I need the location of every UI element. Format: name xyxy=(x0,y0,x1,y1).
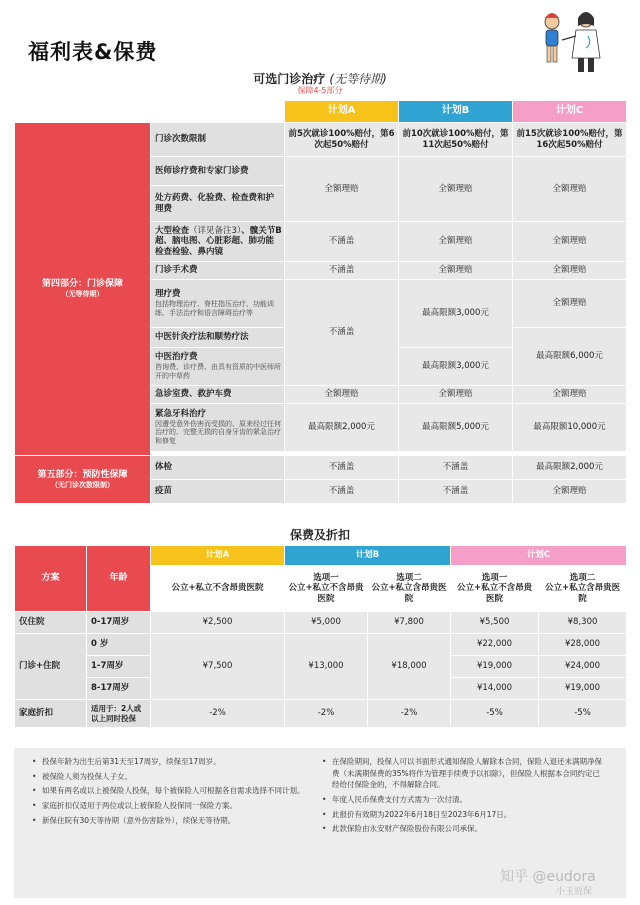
inpatient-plan-c1: ¥5,500 xyxy=(451,612,539,634)
premium-table xyxy=(14,545,627,728)
section4-title: 第四部分：门诊保障 xyxy=(41,279,123,289)
dental-plan-a: 最高限额2,000元 xyxy=(285,404,399,452)
plan-b-opt1 xyxy=(285,566,368,612)
imaging-plan-a: 不涵盖 xyxy=(285,222,399,262)
note-item: • 新保住院有30天等待期（意外伤害除外），续保无等待期。 xyxy=(32,815,317,827)
therapy-title: 理疗费 xyxy=(155,289,181,300)
inpatient-label: 仅住院 xyxy=(15,612,87,634)
row-therapy-label xyxy=(151,280,285,328)
premium-heading: 保费及折扣 xyxy=(289,528,350,542)
combo-plan-c1-age1: ¥19,000 xyxy=(451,656,539,678)
benefits-heading-text: 可选门诊治疗 xyxy=(253,72,326,86)
row-visits-label: 门诊次数限制 xyxy=(151,123,285,157)
imaging-plan-b: 全额理赔 xyxy=(399,222,513,262)
row-rx-label: 处方药费、化验费、检查费和护理费 xyxy=(151,186,285,222)
benefits-table xyxy=(14,100,627,504)
tcm-title: 中医治疗费 xyxy=(155,352,198,363)
section5-note: （无门诊次数限制） xyxy=(51,480,114,489)
doctor-child-illustration xyxy=(528,6,614,78)
inpatient-plan-b2: ¥7,800 xyxy=(368,612,451,634)
inpatient-plan-c2: ¥8,300 xyxy=(539,612,627,634)
notes-left-list xyxy=(32,756,317,829)
combo-plan-b1: ¥13,000 xyxy=(285,634,368,700)
family-label: 家庭折扣 xyxy=(15,700,87,728)
notes-right-list xyxy=(322,756,607,838)
row-vaccine-label: 疫苗 xyxy=(151,480,285,504)
row-surgery-label: 门诊手术费 xyxy=(151,262,285,280)
note-item: • 在保险期间，投保人可以书面形式通知保险人解除本合同，保险人退还未满期净保费（未满期保费的35%将作为管理手续费予以扣除），但保险人根据本合同约定已经给付保险金的，不得解除合同。 xyxy=(322,756,607,791)
plan-c-opt1 xyxy=(451,566,539,612)
therapy-plan-c: 全额理赔 xyxy=(513,280,627,328)
tcm-plan-c: 最高限额6,000元 xyxy=(513,328,627,386)
premium-plan-a-header: 计划A xyxy=(151,546,285,566)
visits-plan-b: 前10次就诊100%赔付，第11次起50%赔付 xyxy=(399,123,513,157)
plan-a-header: 计划A xyxy=(285,101,399,123)
row-tcm-label xyxy=(151,348,285,386)
combo-age-0: 0 岁 xyxy=(87,634,151,656)
benefits-sub-note: 保障4-5部分 xyxy=(297,86,343,95)
premium-plan-c-header: 计划C xyxy=(451,546,627,566)
family-plan-b2: -2% xyxy=(368,700,451,728)
checkup-plan-c: 最高限额2,000元 xyxy=(513,456,627,480)
row-imaging-label xyxy=(151,222,285,262)
family-plan-a: -2% xyxy=(151,700,285,728)
combo-plan-b2: ¥18,000 xyxy=(368,634,451,700)
tcm-detail: 咨询费、诊疗费、由具有资质的中医师所开的中草药 xyxy=(155,363,281,380)
surgery-plan-a: 不涵盖 xyxy=(285,262,399,280)
dental-title: 紧急牙科治疗 xyxy=(155,409,207,420)
section4-note: （无等待期） xyxy=(61,290,104,299)
doctor-rx-plan-a: 全额理赔 xyxy=(285,157,399,222)
vaccine-plan-a: 不涵盖 xyxy=(285,480,399,504)
note-item: • 投保年龄为出生后第31天至17周岁，续保至17周岁。 xyxy=(32,756,317,768)
imaging-note: （详见备注3） xyxy=(189,225,242,236)
family-plan-c2: -5% xyxy=(539,700,627,728)
emergency-plan-c: 全额理赔 xyxy=(513,386,627,404)
tcm-plan-b: 最高限额3,000元 xyxy=(399,348,513,386)
row-emergency-label: 急诊室费、救护车费 xyxy=(151,386,285,404)
checkup-plan-a: 不涵盖 xyxy=(285,456,399,480)
visits-plan-c: 前15次就诊100%赔付，第16次起50%赔付 xyxy=(513,123,627,157)
blank-cell xyxy=(15,101,151,123)
plan-c-opt2 xyxy=(539,566,627,612)
doctor-rx-plan-c: 全额理赔 xyxy=(513,157,627,222)
emergency-plan-a: 全额理赔 xyxy=(285,386,399,404)
opt2-label: 选项二 xyxy=(396,572,422,583)
opt1-label: 选项一 xyxy=(313,572,339,583)
family-plan-b1: -2% xyxy=(285,700,368,728)
watermark-secondary: 小玉说保 xyxy=(556,887,593,897)
emergency-plan-b: 全额理赔 xyxy=(399,386,513,404)
therapy-detail: 包括物理治疗、脊柱指压治疗、功能训练、手法治疗和语言障碍治疗等 xyxy=(155,300,274,317)
note-item: • 此款保险由永安财产保险股份有限公司承保。 xyxy=(322,823,607,835)
section5-label xyxy=(15,456,151,504)
benefits-heading-note: (无等待期) xyxy=(329,72,387,86)
premium-col-age: 年龄 xyxy=(87,546,151,612)
combo-age-1: 1-7周岁 xyxy=(87,656,151,678)
doctor-rx-plan-b: 全额理赔 xyxy=(399,157,513,222)
surgery-plan-c: 全额理赔 xyxy=(513,262,627,280)
row-acupuncture-label: 中医针灸疗法和顺势疗法 xyxy=(151,328,285,348)
opt2-sub: 公立+私立含昂贵医院 xyxy=(544,583,621,604)
section5-title: 第五部分：预防性保障 xyxy=(37,469,128,480)
note-item: • 被保险人须为投保人子女。 xyxy=(32,771,317,783)
blank-cell xyxy=(151,101,285,123)
inpatient-age: 0-17周岁 xyxy=(87,612,151,634)
visits-plan-a: 前5次就诊100%赔付，第6次起50%赔付 xyxy=(285,123,399,157)
combo-plan-c2-age1: ¥24,000 xyxy=(539,656,627,678)
inpatient-plan-b1: ¥5,000 xyxy=(285,612,368,634)
dental-detail: 因遭受意外伤害而受损的、原来经过任何治疗的、完整无损的自身牙齿的紧急治疗和修复 xyxy=(155,419,281,446)
opt1-sub: 公立+私立不含昂贵医院 xyxy=(288,583,364,604)
opt1-sub: 公立+私立不含昂贵医院 xyxy=(456,583,533,604)
row-doctor-label: 医师诊疗费和专家门诊费 xyxy=(151,157,285,186)
therapy-plan-b: 最高限额3,000元 xyxy=(399,280,513,348)
watermark: 知乎 @eudora xyxy=(500,869,596,885)
row-dental-label xyxy=(151,404,285,452)
plan-a-sub: 公立+私立不含昂贵医院 xyxy=(151,566,285,612)
therapy-tcm-plan-a: 不涵盖 xyxy=(285,280,399,386)
vaccine-plan-b: 不涵盖 xyxy=(399,480,513,504)
imaging-title-2: 、髋关节B超、脑电图、心脏彩超、肺功能检查检验、鼻内镜 xyxy=(155,225,282,257)
opt2-sub: 公立+私立含昂贵医院 xyxy=(371,583,447,604)
combo-age-2: 8-17周岁 xyxy=(87,678,151,700)
combo-plan-c1-age2: ¥14,000 xyxy=(451,678,539,700)
family-plan-c1: -5% xyxy=(451,700,539,728)
dental-plan-b: 最高限额5,000元 xyxy=(399,404,513,452)
plan-b-header: 计划B xyxy=(399,101,513,123)
checkup-plan-b: 不涵盖 xyxy=(399,456,513,480)
combo-label: 门诊+住院 xyxy=(15,634,87,700)
page-title: 福利表&保费 xyxy=(28,40,158,64)
combo-plan-c2-age2: ¥19,000 xyxy=(539,678,627,700)
section4-label xyxy=(15,123,151,456)
dental-plan-c: 最高限额10,000元 xyxy=(513,404,627,452)
opt1-label: 选项一 xyxy=(481,572,508,583)
note-item: • 家庭折扣仅适用于两位或以上被保险人投保同一保险方案。 xyxy=(32,800,317,812)
combo-plan-c2-age0: ¥28,000 xyxy=(539,634,627,656)
plan-b-opt2 xyxy=(368,566,451,612)
combo-plan-a: ¥7,500 xyxy=(151,634,285,700)
surgery-plan-b: 全额理赔 xyxy=(399,262,513,280)
vaccine-plan-c: 全额理赔 xyxy=(513,480,627,504)
imaging-title: 大型检查 xyxy=(155,225,190,236)
plan-c-header: 计划C xyxy=(513,101,627,123)
note-item: • 此报价有效期为2022年6月18日至2023年6月17日。 xyxy=(322,809,607,821)
row-checkup-label: 体检 xyxy=(151,456,285,480)
note-item: • 如果有两名或以上被保险人投保，每个被保险人可根据各自需求选择不同计划。 xyxy=(32,785,317,797)
inpatient-plan-a: ¥2,500 xyxy=(151,612,285,634)
premium-plan-b-header: 计划B xyxy=(285,546,451,566)
note-item: • 年度人民币保费支付方式需为一次付清。 xyxy=(322,794,607,806)
family-age: 适用于：2人或以上同时投保 xyxy=(87,700,151,728)
imaging-plan-c: 全额理赔 xyxy=(513,222,627,262)
premium-col-plan: 方案 xyxy=(15,546,87,612)
opt2-label: 选项二 xyxy=(569,572,596,583)
combo-plan-c1-age0: ¥22,000 xyxy=(451,634,539,656)
